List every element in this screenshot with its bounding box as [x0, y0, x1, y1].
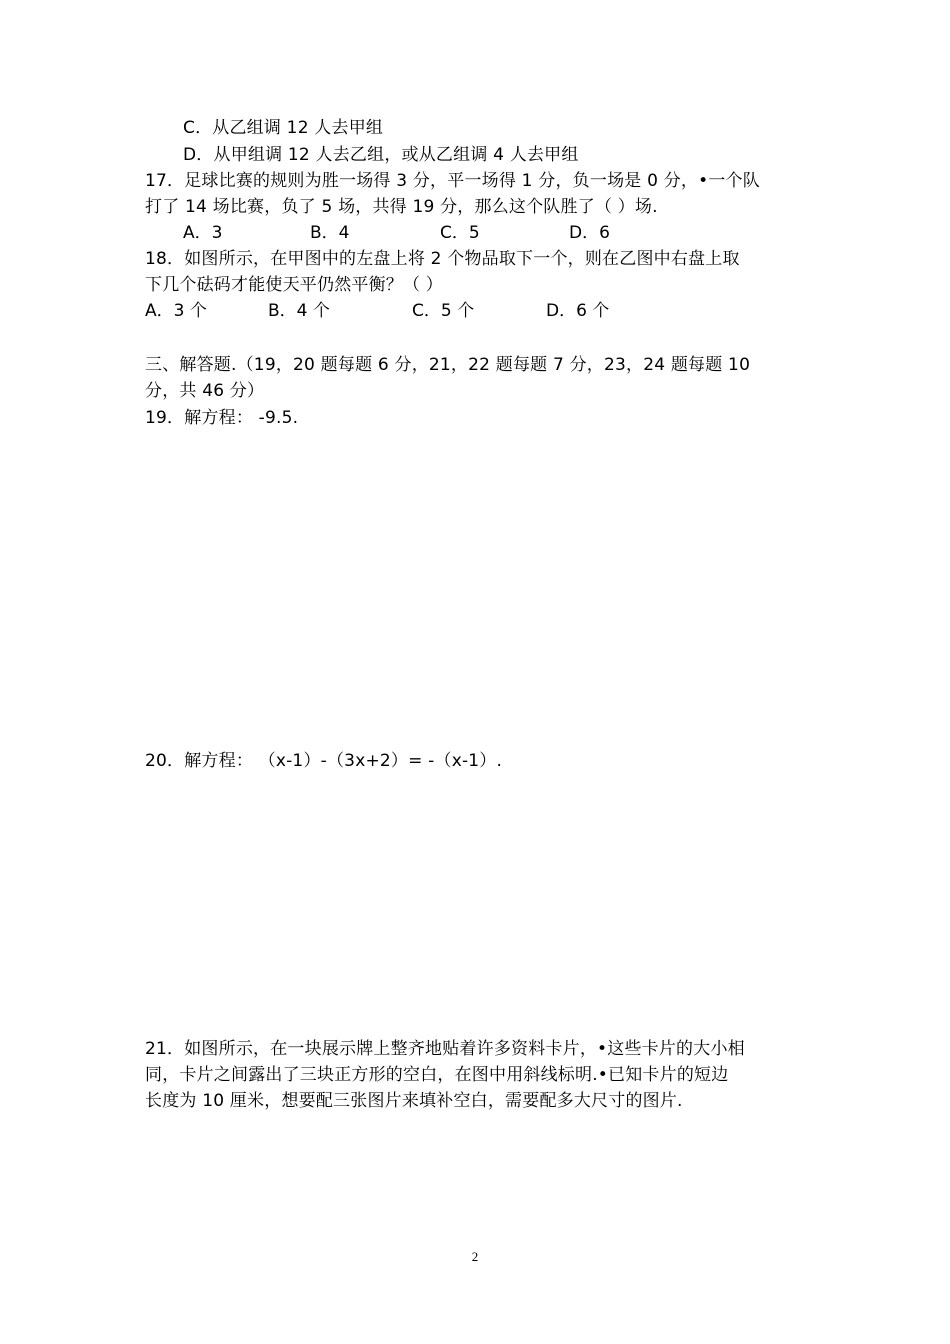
question-17-option-d: D．6: [569, 223, 610, 243]
section-3-heading-line-1: 三、解答题.（19，20 题每题 6 分，21，22 题每题 7 分，23，24 题每题 10: [145, 355, 751, 375]
question-18-option-d: D．6 个: [546, 301, 610, 321]
question-18-option-b: B．4 个: [268, 301, 330, 321]
question-17-line-2: 打了 14 场比赛，负了 5 场，共得 19 分，那么这个队胜了（ ）场.: [145, 197, 658, 217]
page-number: 2: [471, 1249, 479, 1264]
question-17-option-c: C．5: [440, 223, 480, 243]
question-18-option-c: C．5 个: [412, 301, 475, 321]
question-20: 20．解方程： （x-1）-（3x+2）= -（x-1）.: [145, 751, 503, 771]
question-17-option-b: B．4: [310, 223, 350, 243]
question-16-option-c: C．从乙组调 12 人去甲组: [183, 118, 384, 138]
question-17-line-1: 17．足球比赛的规则为胜一场得 3 分，平一场得 1 分，负一场是 0 分，•一个队: [145, 171, 760, 191]
question-19: 19．解方程： -9.5.: [145, 408, 299, 428]
question-17-option-a: A．3: [183, 223, 223, 243]
question-18-line-2: 下几个砝码才能使天平仍然平衡？（ ）: [145, 275, 444, 295]
section-3-heading-line-2: 分，共 46 分）: [145, 381, 265, 401]
question-21-line-3: 长度为 10 厘米，想要配三张图片来填补空白，需要配多大尺寸的图片.: [145, 1091, 683, 1111]
question-21-line-1: 21．如图所示，在一块展示牌上整齐地贴着许多资料卡片，•这些卡片的大小相: [145, 1039, 745, 1059]
question-18-option-a: A．3 个: [145, 301, 207, 321]
question-18-line-1: 18．如图所示，在甲图中的左盘上将 2 个物品取下一个，则在乙图中右盘上取: [145, 249, 740, 269]
question-21-line-2: 同，卡片之间露出了三块正方形的空白，在图中用斜线标明.•已知卡片的短边: [145, 1065, 729, 1085]
question-16-option-d: D．从甲组调 12 人去乙组，或从乙组调 4 人去甲组: [183, 145, 579, 165]
